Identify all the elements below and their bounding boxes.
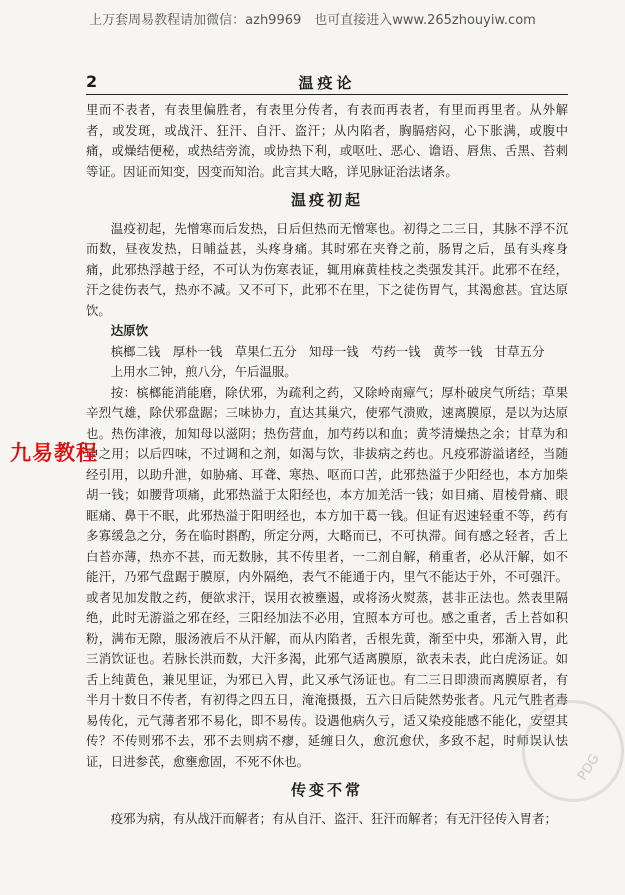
onset-paragraph: 温疫初起，先憎寒而后发热，日后但热而无憎寒也。初得之二三日，其脉不浮不沉而数，昼夜发热，日晡益甚，头疼身痛。其时邪在夹脊之前，肠胃之后，虽有头疼身痛，此邪热浮越于经，不可认为伤寒表证，辄用麻黄桂枝之类强发其汗。此邪不在经，汗之徒伤表气，热亦不减。又不可下，此邪不在里，下之徒伤胃气，其渴愈甚。宜达原饮。 bbox=[86, 220, 568, 318]
decoction-instruction: 上用水二钟，煎八分，午后温服。 bbox=[110, 364, 297, 379]
book-title: 温疫论 bbox=[298, 74, 356, 92]
formula-name: 达原饮 bbox=[110, 323, 148, 338]
section-heading-onset: 温疫初起 bbox=[290, 191, 363, 209]
faint-seal-watermark bbox=[522, 700, 624, 802]
top-watermark: 上万套周易教程请加微信：azh9969 也可直接进入www.265zhouyiw.com bbox=[89, 13, 536, 28]
intro-paragraph: 里而不表者，有表里偏胜者，有表里分传者，有表而再表者，有里而再里者。从外解者，或发斑，或战汗、狂汗、自汗、盗汗；从内陷者，胸膈痞闷，心下胀满，或腹中痛，或燥结便秘，或热结旁流，或协热下利，或呕吐、恶心、谵语、唇焦、舌黑、苔刺等证。因证而知变，因变而知治。此言其大略，详见脉证治法诸条。 bbox=[86, 102, 568, 179]
running-header bbox=[86, 72, 568, 95]
section-heading-transmission: 传变不常 bbox=[290, 781, 363, 799]
formula-ingredients: 槟榔二钱 厚朴一钱 草果仁五分 知母一钱 芍药一钱 黄芩一钱 甘草五分 bbox=[110, 343, 545, 359]
commentary-paragraph: 按：槟榔能消能磨，除伏邪，为疏利之药，又除岭南瘴气；厚朴破戾气所结；草果辛烈气雄，除伏邪盘踞；三味协力，直达其巢穴，使邪气溃败，速离膜原，是以为达原也。热伤津液，加知母以滋阴；热伤营血，加芍药以和血；黄芩清燥热之余；甘草为和中之用；以后四味，不过调和之剂，如渴与饮，非拔病之药也。凡疫邪游溢诸经，当随经引用，以助升泄，如胁痛、耳聋、寒热、呕而口苦，此邪热溢于少阳经也，本方加柴胡一钱；如腰背项痛，此邪热溢于太阳经也，本方加羌活一钱；如目痛、眉棱骨痛、眼眶痛、鼻干不眠，此邪热溢于阳明经也，本方加干葛一钱。但证有迟速轻重不等，药有多寡缓急之分，务在临时斟酌，所定分两，大略而已，不可执滞。间有感之轻者，舌上白苔亦薄，热亦不甚，而无数脉，其不传里者，一二剂自解，稍重者，必从汗解，如不能汗，乃邪气盘踞于膜原，内外隔绝，表气不能通于内，里气不能达于外，不可强汗。或者见加发散之药，便欲求汗，误用衣被壅遏，或将汤火熨蒸，甚非正法也。然表里隔绝，此时无游溢之邪在经，三阳经加法不必用，宜照本方可也。感之重者，舌上苔如积粉，满布无隙，服汤液后不从汗解，而从内陷者，舌根先黄，渐至中央，邪渐入胃，此三消饮证也。若脉长洪而数，大汗多渴，此邪气适离膜原，欲表未表，此白虎汤证。如舌上纯黄色，兼见里证，为邪已入胃，此又承气汤证也。有二三日即溃而离膜原者，有半月十数日不传者，有初得之四五日，淹淹摄摄，五六日后陡然势张者。凡元气胜者毒易传化，元气薄者邪不易化，即不易传。设遇他病久亏，适又染疫能感不能化，安望其传？不传则邪不去，邪不去则病不瘳，延缠日久，愈沉愈伏，多致不起，时师误认怯证，日进参芪，愈壅愈固，不死不休也。 bbox=[86, 384, 568, 769]
red-watermark-stamp: 九易教程 bbox=[10, 441, 98, 465]
transmission-paragraph: 疫邪为病，有从战汗而解者；有从自汗、盗汗、狂汗而解者；有无汗径传入胃者； bbox=[110, 810, 557, 826]
page-body bbox=[86, 100, 568, 829]
pdg-watermark: PDG bbox=[575, 751, 603, 784]
page-number: 2 bbox=[86, 72, 98, 91]
